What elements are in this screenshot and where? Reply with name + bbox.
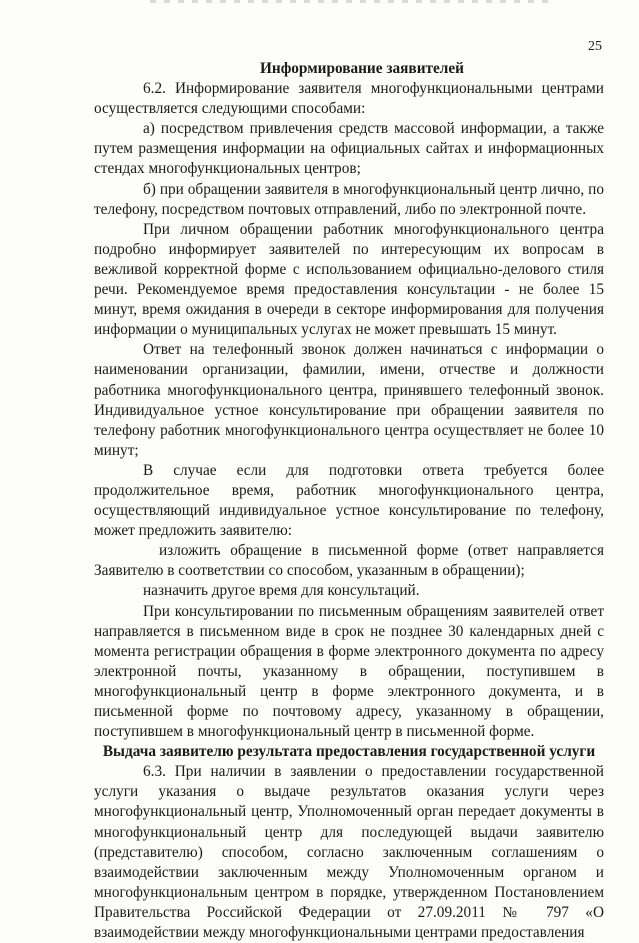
- paragraph-6-3: 6.3. При наличии в заявлении о предоставлении государственной услуги указания о выдаче результатов оказания услуги через многофункциональный центр, Уполномоченный орган передает документы в многофункциональный центр для последующей выдачи заявителю (представителю) способом, согласно заключенным соглашениям о взаимодействии заключенным между Уполномоченным органом и многофункциональным центром в порядке, утвержденном Постановлением Правительства Российской Федерации от 27.09.2011 № 797 «О взаимодействии между многофункциональными центрами предоставления: [94, 763, 604, 942]
- document-body: [94, 59, 604, 943]
- paragraph-written-form: изложить обращение в письменной форме (ответ направляется Заявителю в соответствии со способом, указанным в обращении);: [94, 542, 604, 580]
- paragraph-item-b: б) при обращении заявителя в многофункциональный центр лично, по телефону, посредством почтовых отправлений, либо по электронной почте.: [94, 180, 604, 218]
- paragraph-item-a: а) посредством привлечения средств массовой информации, а также путем размещения информации на официальных сайтах и информационных стендах многофункциональных центров;: [94, 120, 604, 178]
- paragraph-written-requests: При консультировании по письменным обращениям заявителей ответ направляется в письменном виде в срок не позднее 30 календарных дней с момента регистрации обращения в форме электронного документа по адресу электронной почты, указанному в обращении, поступившем в многофункциональный центр в форме электронного документа, и в письменной форме по почтовому адресу, указанному в обращении, поступившем в многофункциональный центр в письменной форме.: [94, 602, 604, 741]
- paragraph-longer-time: В случае если для подготовки ответа требуется более продолжительное время, работник многофункционального центра, осуществляющий индивидуальное устное консультирование по телефону, может предложить заявителю:: [94, 461, 604, 540]
- section-heading-result-issue: Выдача заявителю результата предоставления государственной услуги: [102, 743, 596, 761]
- paragraph-other-time: назначить другое время для консультаций.: [143, 582, 420, 600]
- section-heading-informing: Информирование заявителей: [259, 60, 464, 77]
- page-number: 25: [588, 39, 602, 54]
- paragraph-personal-visit: При личном обращении работник многофункционального центра подробно информирует заявителей по интересующим их вопросам в вежливой корректной форме с использованием официально-делового стиля речи. Рекомендуемое время предоставления консультации - не более 15 минут, время ожидания в очереди в секторе информирования для получения информации о муниципальных услугах не может превышать 15 минут.: [94, 220, 604, 339]
- paragraph-6-2: 6.2. Информирование заявителя многофункциональными центрами осуществляется следующими способами:: [94, 80, 604, 118]
- scan-artifact: [150, 0, 550, 3]
- paragraph-phone-call: Ответ на телефонный звонок должен начинаться с информации о наименовании организации, фамилии, имени, отчестве и должности работника многофункционального центра, принявшего телефонный звонок. Индивидуальное устное консультирование при обращении заявителя по телефону работник многофункционального центра осуществляет не более 10 минут;: [94, 341, 604, 459]
